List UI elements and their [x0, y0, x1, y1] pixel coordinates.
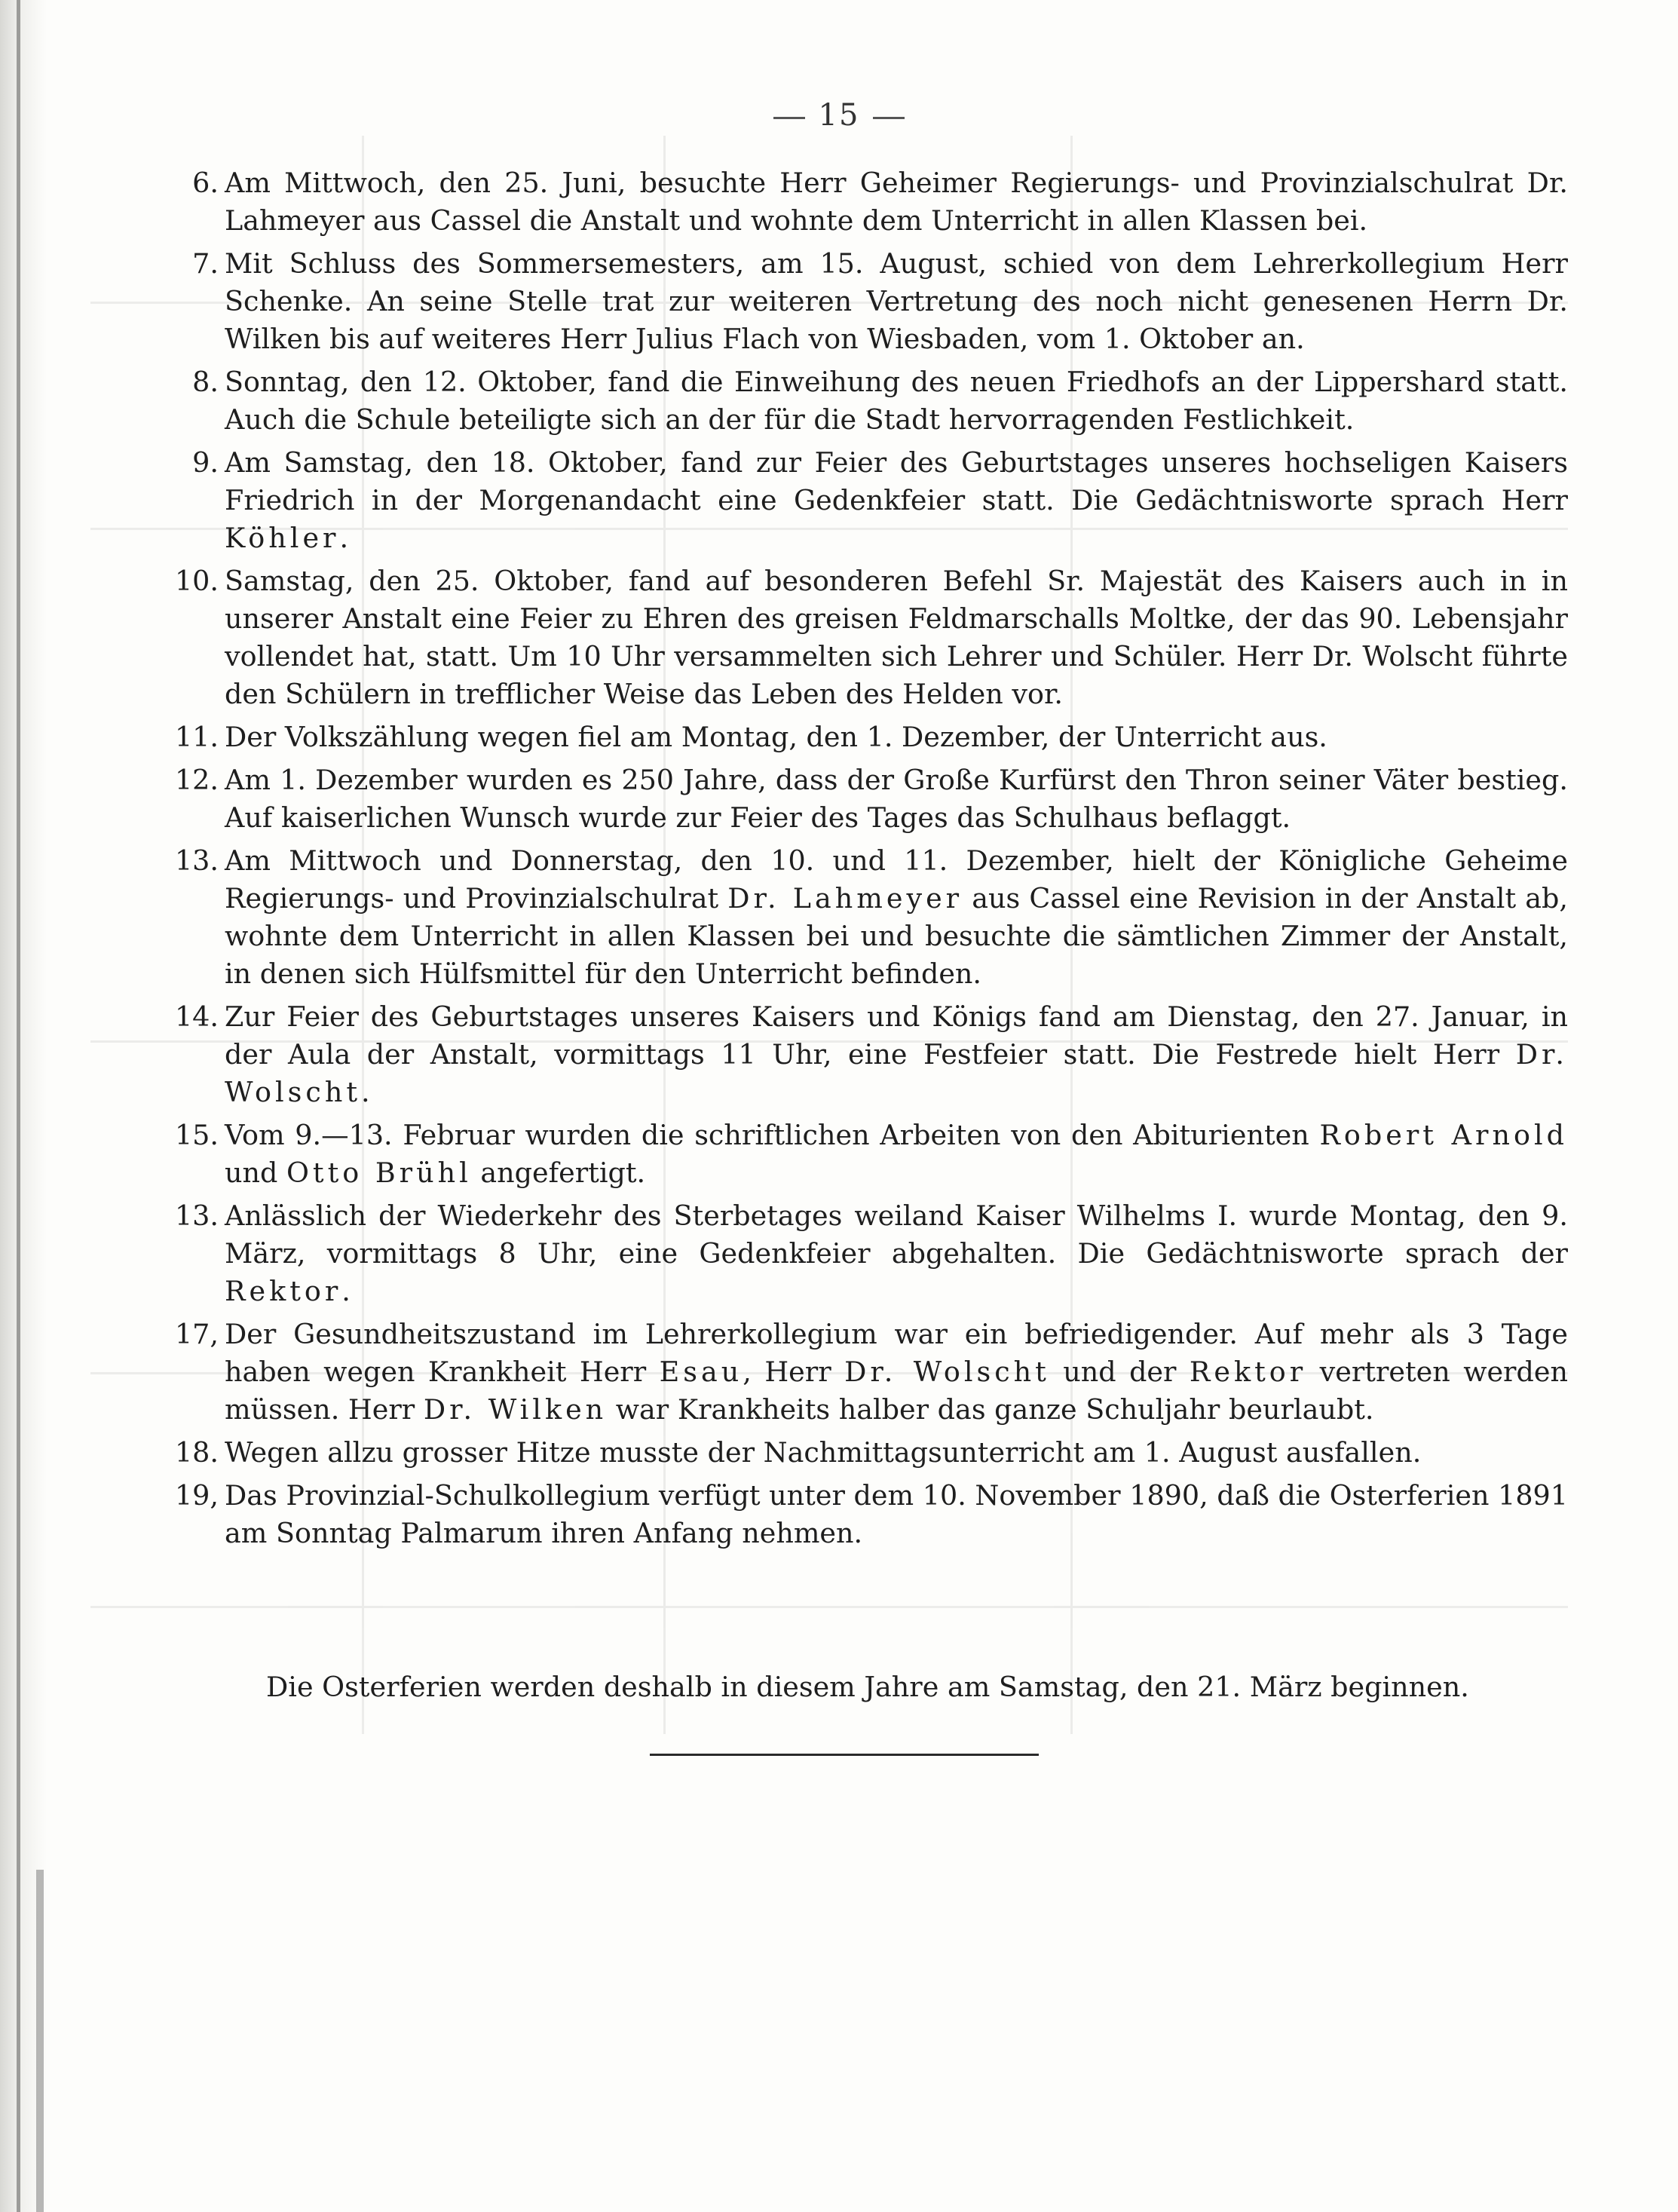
spaced-name: Dr. Lahmeyer	[727, 882, 963, 915]
entry-text-run: Zur Feier des Geburtstages unseres Kaisers und Königs fand am Dienstag, den 27. Januar, in der Aula der Anstalt, vormittags 11 Uhr, eine Festfeier statt. Die Festrede hielt Herr	[225, 1000, 1568, 1071]
entry-text-run: Der Gesundheitszustand im Lehrerkollegium war ein befriedigender. Auf mehr als 3 Tage haben wegen Krankheit Herr	[225, 1318, 1568, 1388]
entry-item	[164, 1117, 1568, 1192]
entry-number: 15.	[174, 1119, 219, 1151]
entry-text-run: und der	[1049, 1356, 1190, 1388]
entry-text-run: Anlässlich der Wiederkehr des Sterbetages weiland Kaiser Wilhelms I. wurde Montag, den 9. März, vormittags 8 Uhr, eine Gedenkfeier abgehalten. Die Gedächtnisworte sprach der	[225, 1199, 1568, 1270]
page-number: 15	[818, 98, 860, 133]
entry-text	[225, 366, 1568, 436]
entry-number: 7.	[192, 247, 219, 280]
spaced-name: Rektor	[225, 1275, 342, 1307]
entry-text	[225, 167, 1568, 237]
spaced-name: Dr. Wilken	[423, 1393, 608, 1426]
page-number-header	[0, 98, 1678, 133]
entry-text-run: Wegen allzu grosser Hitze musste der Nachmittagsunterricht am 1. August ausfallen.	[225, 1436, 1422, 1469]
entry-number: 6.	[192, 167, 219, 199]
entry-text-run: Das Provinzial-Schulkollegium verfügt unter dem 10. November 1890, daß die Osterferien 1891 am Sonntag Palmarum ihren Anfang nehmen.	[225, 1479, 1568, 1549]
spaced-name: Rektor	[1189, 1356, 1307, 1388]
spaced-name: Robert Arnold	[1319, 1119, 1568, 1151]
spaced-name: Dr. Wolscht	[225, 1038, 1568, 1108]
entry-text	[225, 446, 1568, 554]
entry-text	[225, 1119, 1568, 1189]
entry-text	[225, 1436, 1421, 1469]
entry-text-run: aus Cassel eine Revision in der Anstalt ab, wohnte dem Unterricht in allen Klassen bei und besuchte die sämtlichen Zimmer der Anstalt, in denen sich Hülfsmittel für den Unterricht befinden.	[225, 882, 1568, 990]
entry-text-run: war Krankheits halber das ganze Schuljahr beurlaubt.	[607, 1393, 1374, 1426]
entry-item	[164, 842, 1568, 993]
entry-text-run: angefertigt.	[471, 1157, 646, 1189]
entry-item	[164, 562, 1568, 713]
entry-text-run: .	[361, 1076, 370, 1108]
entry-text-run: Am Samstag, den 18. Oktober, fand zur Feier des Geburtstages unseres hochseligen Kaisers Friedrich in der Morgenandacht eine Gedenkfeier statt. Die Gedächtnisworte sprach Herr	[225, 446, 1568, 516]
entry-item	[164, 1316, 1568, 1429]
entry-text	[225, 247, 1568, 355]
spaced-name: Dr. Wolscht	[844, 1356, 1050, 1388]
entry-text	[225, 1318, 1568, 1426]
entry-item	[164, 998, 1568, 1111]
entry-number: 13.	[174, 1199, 219, 1232]
entry-number: 19,	[174, 1479, 219, 1512]
entry-text-run: Am Mittwoch, den 25. Juni, besuchte Herr Geheimer Regierungs- und Provinzialschulrat Dr. Lahmeyer aus Cassel die Anstalt und wohnte dem Unterricht in allen Klassen bei.	[225, 167, 1568, 237]
entry-text-run: Am Mittwoch und Donnerstag, den 10. und 11. Dezember, hielt der Königliche Geheime Regierungs- und Provinzialschulrat	[225, 844, 1568, 915]
entry-item	[164, 1434, 1568, 1472]
entry-number: 11.	[174, 721, 219, 753]
entry-text	[225, 1000, 1568, 1108]
entry-text-run: Am 1. Dezember wurden es 250 Jahre, dass der Große Kurfürst den Thron seiner Väter bestieg. Auf kaiserlichen Wunsch wurde zur Feier des Tages das Schulhaus beflaggt.	[225, 764, 1568, 834]
entry-text	[225, 844, 1568, 990]
entry-text-run: Sonntag, den 12. Oktober, fand die Einweihung des neuen Friedhofs an der Lippershard statt. Auch die Schule beteiligte sich an der für die Stadt hervorragenden Festlichkeit.	[225, 366, 1568, 436]
entry-number: 8.	[192, 366, 219, 398]
entry-text	[225, 565, 1568, 710]
spaced-name: Köhler	[225, 522, 340, 554]
entry-text-run: , Herr	[743, 1356, 845, 1388]
entry-text-run: Samstag, den 25. Oktober, fand auf besonderen Befehl Sr. Majestät des Kaisers auch in in unserer Anstalt eine Feier zu Ehren des greisen Feldmarschalls Moltke, der das 90. Lebensjahr vollendet hat, statt. Um 10 Uhr versammelten sich Lehrer und Schüler. Herr Dr. Wolscht führte den Schülern in trefflicher Weise das Leben des Helden vor.	[225, 565, 1568, 710]
entry-item	[164, 761, 1568, 837]
entry-text-run: und	[225, 1157, 286, 1189]
header-dash-right	[873, 117, 905, 119]
spaced-name: Otto Brühl	[286, 1157, 472, 1189]
chronicle-entries	[164, 164, 1568, 1558]
entry-number: 9.	[192, 446, 219, 479]
entry-number: 14.	[174, 1000, 219, 1033]
entry-text	[225, 1479, 1568, 1549]
entry-number: 18.	[174, 1436, 219, 1469]
entry-item	[164, 1197, 1568, 1310]
entry-item	[164, 718, 1568, 756]
spine-binding-mark	[36, 1870, 44, 2212]
entry-item	[164, 1477, 1568, 1552]
spine-edge-line	[17, 0, 20, 2212]
entry-number: 10.	[174, 565, 219, 597]
entry-number: 17,	[174, 1318, 219, 1350]
spaced-name: Esau	[659, 1356, 743, 1388]
entry-text-run: Vom 9.—13. Februar wurden die schriftlichen Arbeiten von den Abiturienten	[225, 1119, 1320, 1151]
entry-text-run: vertreten werden müssen. Herr	[225, 1356, 1568, 1426]
entry-number: 13.	[174, 844, 219, 877]
end-rule	[650, 1754, 1039, 1756]
header-dash-left	[773, 117, 805, 119]
entry-text	[225, 1199, 1568, 1307]
entry-item	[164, 444, 1568, 557]
entry-text-run: .	[339, 522, 349, 554]
entry-number: 12.	[174, 764, 219, 796]
entry-text-run: Mit Schluss des Sommersemesters, am 15. August, schied von dem Lehrerkollegium Herr Schenke. An seine Stelle trat zur weiteren Vertretung des noch nicht genesenen Herrn Dr. Wilken bis auf weiteres Herr Julius Flach von Wiesbaden, vom 1. Oktober an.	[225, 247, 1568, 355]
entry-item	[164, 363, 1568, 439]
entry-item	[164, 164, 1568, 240]
entry-text	[225, 764, 1568, 834]
entry-text	[225, 721, 1327, 753]
entry-text-run: Der Volkszählung wegen fiel am Montag, den 1. Dezember, der Unterricht aus.	[225, 721, 1327, 753]
entry-text-run: .	[341, 1275, 351, 1307]
closing-note: Die Osterferien werden deshalb in diesem Jahre am Samstag, den 21. März beginnen.	[266, 1671, 1469, 1703]
entry-item	[164, 245, 1568, 358]
